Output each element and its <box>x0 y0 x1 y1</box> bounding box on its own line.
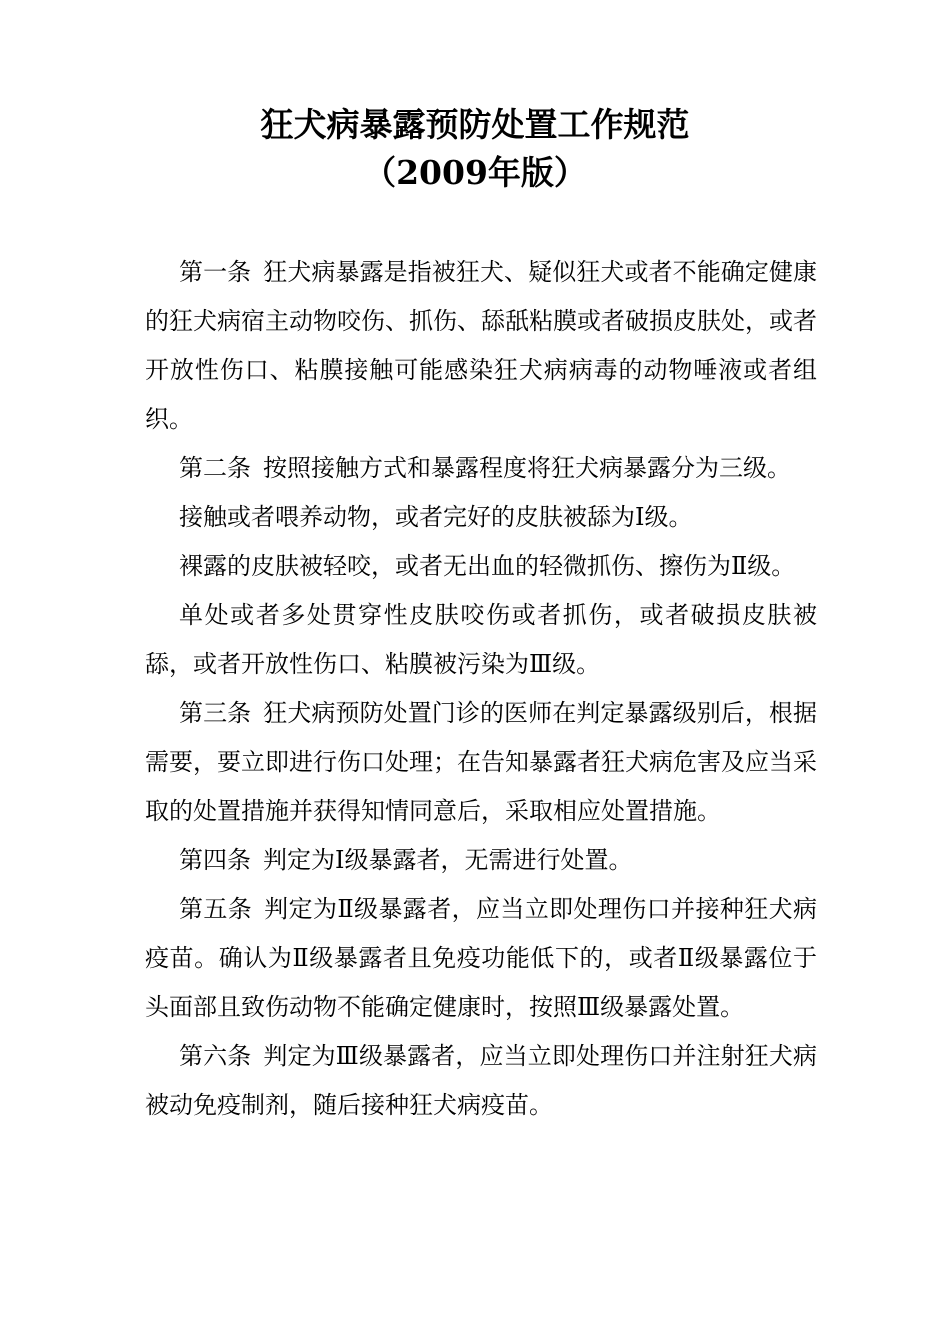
document-title: 狂犬病暴露预防处置工作规范 <box>260 105 690 144</box>
paragraph-article-5 <box>145 885 817 1032</box>
paragraph-text: 按照接触方式和暴露程度将狂犬病暴露分为三级。 <box>263 454 791 482</box>
article-number: 第二条 <box>179 454 251 482</box>
article-number: 第五条 <box>179 895 253 923</box>
paragraph-article-2 <box>145 444 817 493</box>
document-subtitle: （2009年版） <box>363 153 587 192</box>
paragraph-article-4 <box>145 836 817 885</box>
paragraph-text: 狂犬病预防处置门诊的医师在判定暴露级别后，根据需要，要立即进行伤口处理；在告知暴露者狂犬病危害及应当采取的处置措施并获得知情同意后，采取相应处置措施。 <box>145 699 818 825</box>
paragraph-level-1 <box>145 493 817 542</box>
document-body <box>145 248 817 1130</box>
paragraph-text: 判定为Ⅱ级暴露者，应当立即处理伤口并接种狂犬病疫苗。确认为Ⅱ级暴露者且免疫功能低下的，或者Ⅱ级暴露位于头面部且致伤动物不能确定健康时，按照Ⅲ级暴露处置。 <box>145 895 818 1021</box>
paragraph-article-3 <box>145 689 817 836</box>
paragraph-level-3 <box>145 591 817 689</box>
article-number: 第四条 <box>179 846 251 874</box>
paragraph-level-2 <box>145 542 817 591</box>
paragraph-text: 狂犬病暴露是指被狂犬、疑似狂犬或者不能确定健康的狂犬病宿主动物咬伤、抓伤、舔舐粘膜或者破损皮肤处，或者开放性伤口、粘膜接触可能感染狂犬病病毒的动物唾液或者组织。 <box>145 258 818 433</box>
paragraph-text: 接触或者喂养动物，或者完好的皮肤被舔为Ⅰ级。 <box>179 503 693 531</box>
paragraph-text: 判定为Ⅰ级暴露者，无需进行处置。 <box>263 846 633 874</box>
article-number: 第三条 <box>179 699 252 727</box>
paragraph-text: 判定为Ⅲ级暴露者，应当立即处理伤口并注射狂犬病被动免疫制剂，随后接种狂犬病疫苗。 <box>145 1042 817 1119</box>
paragraph-article-6 <box>145 1032 817 1130</box>
paragraph-article-1 <box>145 248 817 444</box>
article-number: 第一条 <box>179 258 252 286</box>
paragraph-text: 裸露的皮肤被轻咬，或者无出血的轻微抓伤、擦伤为Ⅱ级。 <box>179 552 796 580</box>
article-number: 第六条 <box>179 1042 252 1070</box>
paragraph-text: 单处或者多处贯穿性皮肤咬伤或者抓伤，或者破损皮肤被舔，或者开放性伤口、粘膜被污染为Ⅲ级。 <box>145 601 817 678</box>
